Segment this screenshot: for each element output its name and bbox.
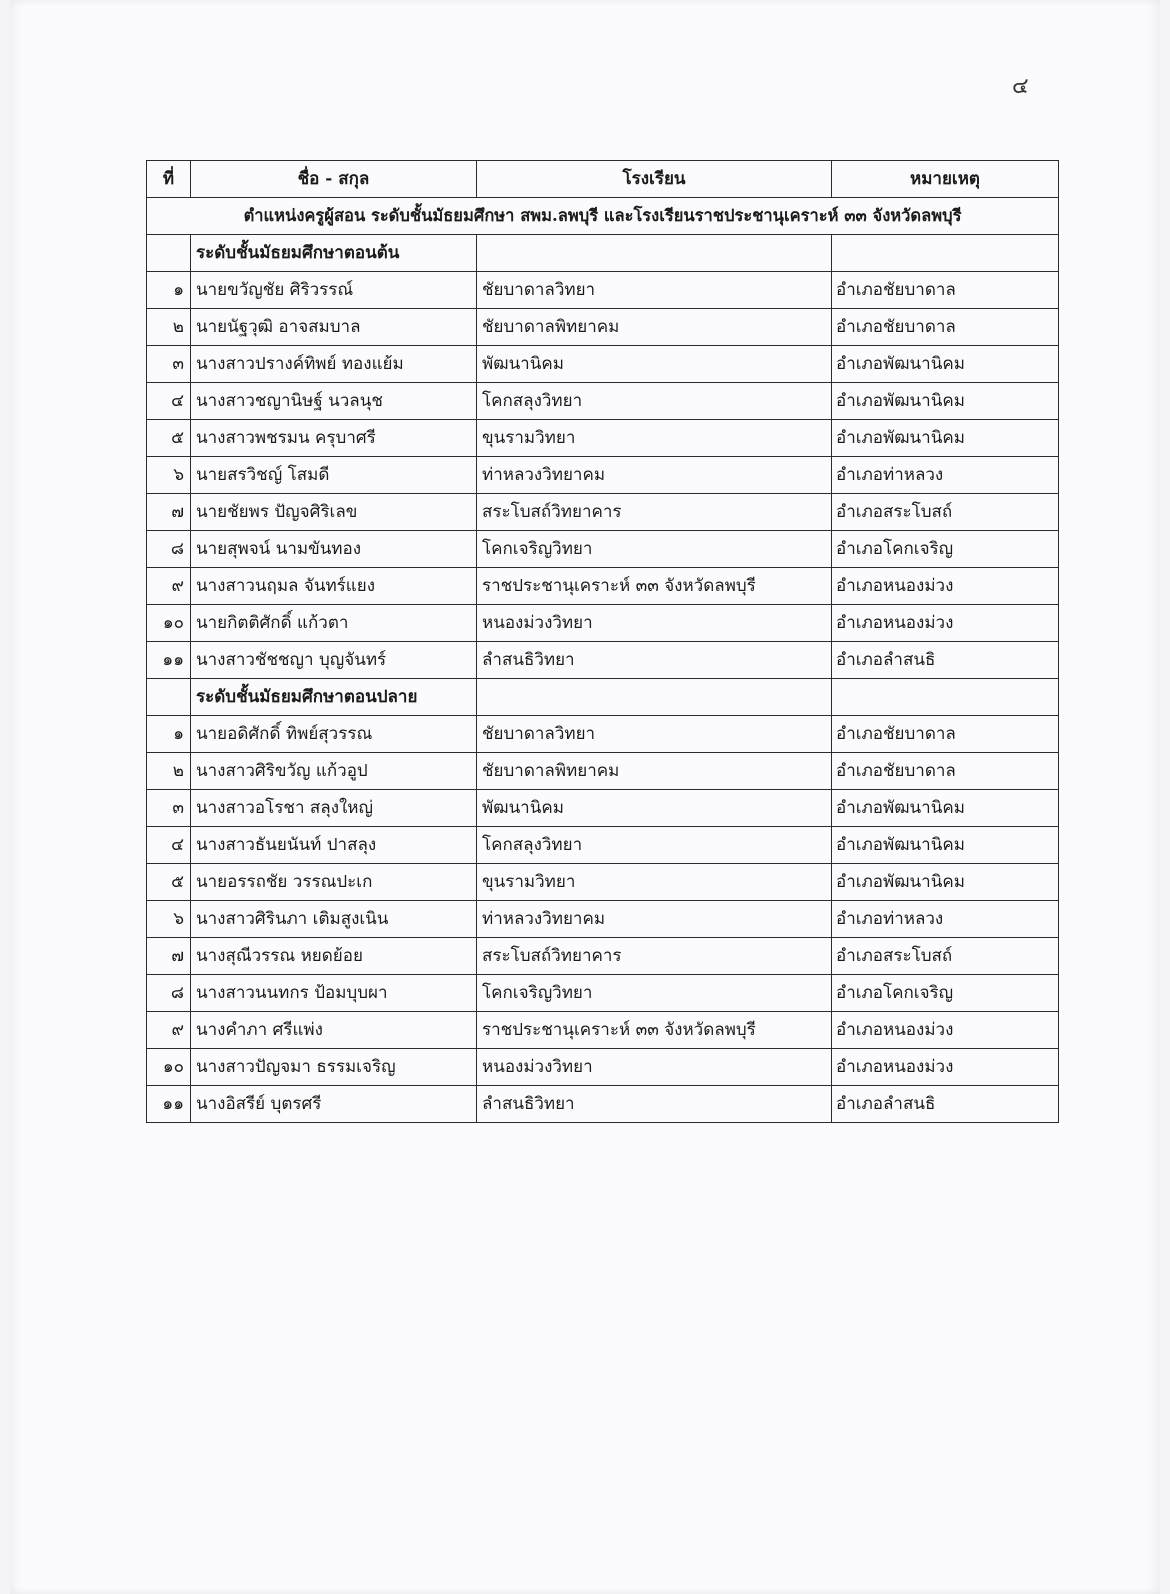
district-note: อำเภอลำสนธิ: [832, 1086, 1059, 1123]
district-note: อำเภอชัยบาดาล: [832, 753, 1059, 790]
table-row: [147, 420, 1059, 457]
section-heading-blank: [477, 679, 832, 716]
teacher-name: นางคำภา ศรีแพ่ง: [191, 1012, 477, 1049]
row-number: ๔: [147, 827, 191, 864]
district-note: อำเภอท่าหลวง: [832, 901, 1059, 938]
section-heading-row: [147, 679, 1059, 716]
school-name: ชัยบาดาลวิทยา: [477, 716, 832, 753]
school-name: ลำสนธิวิทยา: [477, 1086, 832, 1123]
district-note: อำเภอสระโบสถ์: [832, 494, 1059, 531]
row-number: ๖: [147, 901, 191, 938]
district-note: อำเภอหนองม่วง: [832, 1049, 1059, 1086]
teacher-name: นางอิสรีย์ บุตรศรี: [191, 1086, 477, 1123]
row-number: ๑๐: [147, 605, 191, 642]
table-row: [147, 531, 1059, 568]
section-heading-blank: [832, 679, 1059, 716]
row-number: ๑๑: [147, 642, 191, 679]
school-name: ราชประชานุเคราะห์ ๓๓ จังหวัดลพบุรี: [477, 1012, 832, 1049]
table-row: [147, 568, 1059, 605]
teacher-name: นางสุณีวรรณ หยดย้อย: [191, 938, 477, 975]
teacher-name: นางสาวนนทกร ป้อมบุบผา: [191, 975, 477, 1012]
table-row: [147, 938, 1059, 975]
teacher-name: นางสาวศิรินภา เติมสูงเนิน: [191, 901, 477, 938]
school-name: พัฒนานิคม: [477, 346, 832, 383]
table-row: [147, 901, 1059, 938]
header-name: ชื่อ - สกุล: [191, 161, 477, 198]
teacher-name: นายกิตติศักดิ์ แก้วตา: [191, 605, 477, 642]
row-number: ๘: [147, 531, 191, 568]
row-number: ๗: [147, 494, 191, 531]
table-row: [147, 975, 1059, 1012]
row-number: ๒: [147, 753, 191, 790]
row-number: ๙: [147, 1012, 191, 1049]
row-number: ๓: [147, 346, 191, 383]
district-note: อำเภอชัยบาดาล: [832, 309, 1059, 346]
teacher-name: นายอรรถชัย วรรณปะเก: [191, 864, 477, 901]
section-heading-blank: [477, 235, 832, 272]
school-name: พัฒนานิคม: [477, 790, 832, 827]
school-name: โคกเจริญวิทยา: [477, 531, 832, 568]
section-heading: ระดับชั้นมัธยมศึกษาตอนต้น: [191, 235, 477, 272]
district-note: อำเภอพัฒนานิคม: [832, 864, 1059, 901]
teacher-name: นายนัฐวุฒิ อาจสมบาล: [191, 309, 477, 346]
district-note: อำเภอหนองม่วง: [832, 568, 1059, 605]
school-name: หนองม่วงวิทยา: [477, 605, 832, 642]
table-row: [147, 827, 1059, 864]
teacher-name: นางสาวอโรชา สลุงใหญ่: [191, 790, 477, 827]
teacher-name: นางสาวปรางค์ทิพย์ ทองแย้ม: [191, 346, 477, 383]
school-name: ราชประชานุเคราะห์ ๓๓ จังหวัดลพบุรี: [477, 568, 832, 605]
district-note: อำเภอพัฒนานิคม: [832, 383, 1059, 420]
row-number: ๑: [147, 716, 191, 753]
school-name: หนองม่วงวิทยา: [477, 1049, 832, 1086]
school-name: ท่าหลวงวิทยาคม: [477, 901, 832, 938]
page-number: ๔: [1012, 74, 1029, 99]
teacher-name: นายชัยพร ปัญจศิริเลข: [191, 494, 477, 531]
district-note: อำเภอโคกเจริญ: [832, 531, 1059, 568]
district-note: อำเภอพัฒนานิคม: [832, 827, 1059, 864]
row-number: ๑๑: [147, 1086, 191, 1123]
row-number: ๕: [147, 420, 191, 457]
table-row: [147, 790, 1059, 827]
table-row: [147, 383, 1059, 420]
table-row: [147, 346, 1059, 383]
teacher-name: นางสาวธันยนันท์ ปาสลุง: [191, 827, 477, 864]
district-note: อำเภอลำสนธิ: [832, 642, 1059, 679]
school-name: ท่าหลวงวิทยาคม: [477, 457, 832, 494]
teacher-name: นางสาวปัญจมา ธรรมเจริญ: [191, 1049, 477, 1086]
school-name: ชัยบาดาลพิทยาคม: [477, 309, 832, 346]
teacher-name: นายอดิศักดิ์ ทิพย์สุวรรณ: [191, 716, 477, 753]
table-row: [147, 1049, 1059, 1086]
school-name: ลำสนธิวิทยา: [477, 642, 832, 679]
table-row: [147, 864, 1059, 901]
school-name: ขุนรามวิทยา: [477, 420, 832, 457]
section-heading-blank: [832, 235, 1059, 272]
row-number: ๒: [147, 309, 191, 346]
section-heading: ระดับชั้นมัธยมศึกษาตอนปลาย: [191, 679, 477, 716]
table-row: [147, 1086, 1059, 1123]
section-heading-blank: [147, 679, 191, 716]
teacher-name: นางสาวชญานิษฐ์ นวลนุช: [191, 383, 477, 420]
district-note: อำเภอโคกเจริญ: [832, 975, 1059, 1012]
district-note: อำเภอท่าหลวง: [832, 457, 1059, 494]
school-name: ชัยบาดาลวิทยา: [477, 272, 832, 309]
table-row: [147, 605, 1059, 642]
header-no: ที่: [147, 161, 191, 198]
teacher-name: นายขวัญชัย ศิริวรรณ์: [191, 272, 477, 309]
teacher-list-table: [146, 160, 1059, 1123]
district-note: อำเภอชัยบาดาล: [832, 272, 1059, 309]
table-row: [147, 494, 1059, 531]
table-title: ตำแหน่งครูผู้สอน ระดับชั้นมัธยมศึกษา สพม.ลพบุรี และโรงเรียนราชประชานุเคราะห์ ๓๓ จังหวัดลพบุรี: [147, 198, 1059, 235]
teacher-name: นางสาวนฤมล จันทร์แยง: [191, 568, 477, 605]
table-row: [147, 642, 1059, 679]
header-note: หมายเหตุ: [832, 161, 1059, 198]
table-row: [147, 716, 1059, 753]
row-number: ๙: [147, 568, 191, 605]
row-number: ๘: [147, 975, 191, 1012]
school-name: สระโบสถ์วิทยาคาร: [477, 938, 832, 975]
row-number: ๑: [147, 272, 191, 309]
school-name: โคกสลุงวิทยา: [477, 383, 832, 420]
table-row: [147, 272, 1059, 309]
district-note: อำเภอชัยบาดาล: [832, 716, 1059, 753]
teacher-name: นายสุพจน์ นามขันทอง: [191, 531, 477, 568]
district-note: อำเภอสระโบสถ์: [832, 938, 1059, 975]
row-number: ๑๐: [147, 1049, 191, 1086]
table-header-row: [147, 161, 1059, 198]
table-title-row: [147, 198, 1059, 235]
district-note: อำเภอหนองม่วง: [832, 605, 1059, 642]
district-note: อำเภอหนองม่วง: [832, 1012, 1059, 1049]
section-heading-row: [147, 235, 1059, 272]
teacher-name: นางสาวพชรมน ครุบาศรี: [191, 420, 477, 457]
district-note: อำเภอพัฒนานิคม: [832, 790, 1059, 827]
table-row: [147, 457, 1059, 494]
row-number: ๓: [147, 790, 191, 827]
school-name: โคกเจริญวิทยา: [477, 975, 832, 1012]
document-page: [10, 0, 1160, 1594]
teacher-name: นางสาวชัชชญา บุญจันทร์: [191, 642, 477, 679]
school-name: ขุนรามวิทยา: [477, 864, 832, 901]
table-row: [147, 309, 1059, 346]
teacher-name: นางสาวศิริขวัญ แก้วอูป: [191, 753, 477, 790]
table-row: [147, 753, 1059, 790]
header-school: โรงเรียน: [477, 161, 832, 198]
school-name: ชัยบาดาลพิทยาคม: [477, 753, 832, 790]
school-name: โคกสลุงวิทยา: [477, 827, 832, 864]
row-number: ๔: [147, 383, 191, 420]
row-number: ๗: [147, 938, 191, 975]
district-note: อำเภอพัฒนานิคม: [832, 420, 1059, 457]
row-number: ๕: [147, 864, 191, 901]
district-note: อำเภอพัฒนานิคม: [832, 346, 1059, 383]
table-row: [147, 1012, 1059, 1049]
section-heading-blank: [147, 235, 191, 272]
row-number: ๖: [147, 457, 191, 494]
school-name: สระโบสถ์วิทยาคาร: [477, 494, 832, 531]
teacher-name: นายสรวิชญ์ โสมดี: [191, 457, 477, 494]
